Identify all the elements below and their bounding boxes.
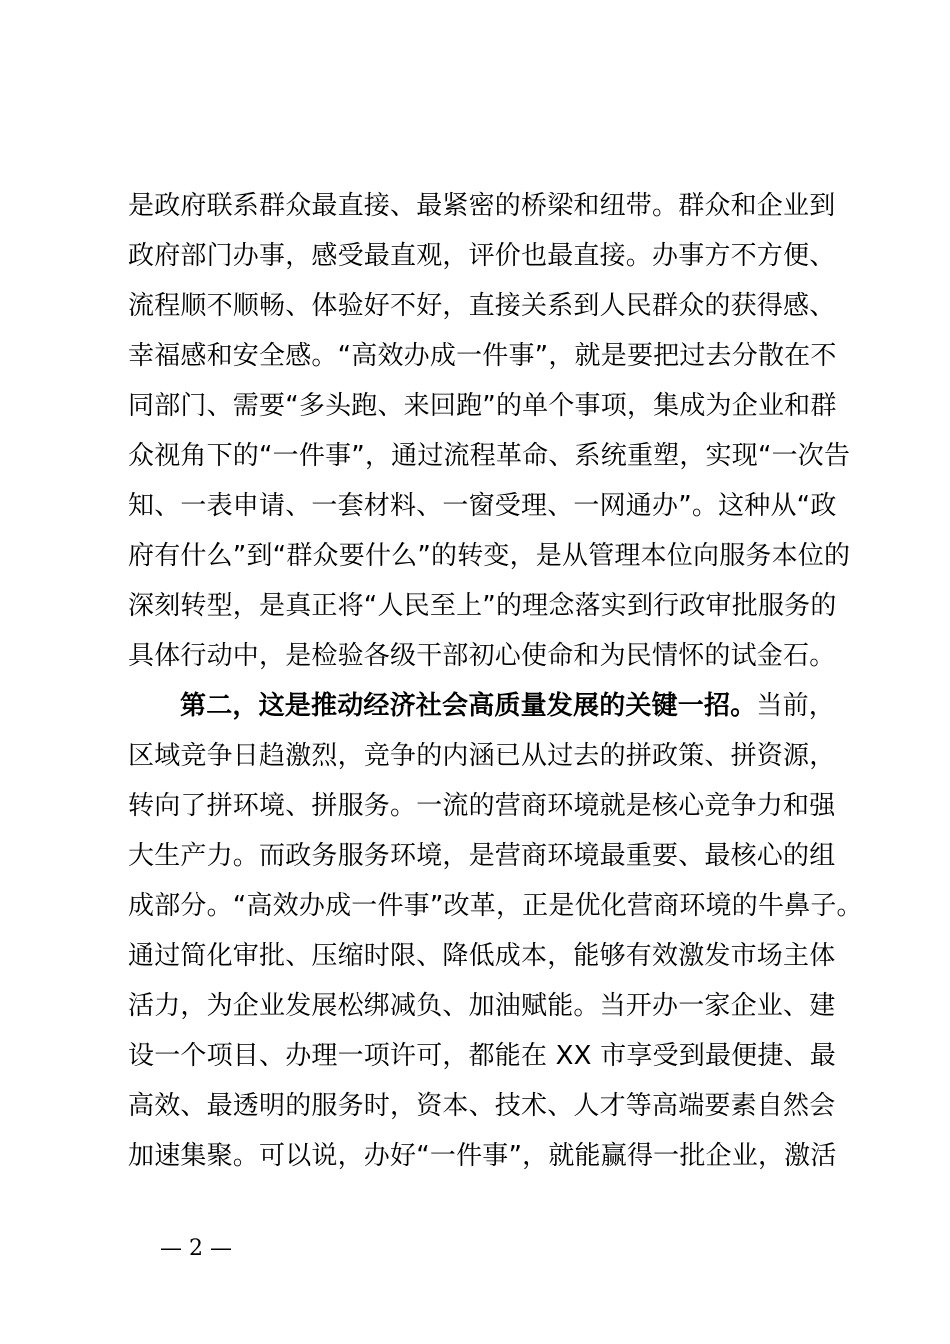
document-body (128, 186, 863, 1186)
text-line: 转向了拼环境、拼服务。一流的营商环境就是核心竞争力和强 (128, 791, 836, 821)
text-line: 深刻转型，是真正将“人民至上”的理念落实到行政审批服务的 (128, 591, 837, 621)
paragraph-2 (128, 686, 863, 1186)
text-line: 众视角下的“一件事”，通过流程革命、系统重塑，实现“一次告 (128, 441, 851, 471)
text-line: 是政府联系群众最直接、最紧密的桥梁和纽带。群众和企业到 (128, 191, 836, 221)
text-line: 政府部门办事，感受最直观，评价也最直接。办事方不方便、 (128, 241, 836, 271)
text-line: 具体行动中，是检验各级干部初心使命和为民情怀的试金石。 (128, 641, 836, 671)
text-line (128, 686, 858, 736)
text-line: 知、一表申请、一套材料、一窗受理、一网通办”。这种从“政 (128, 491, 837, 521)
page-number: — 2 — (160, 1236, 232, 1261)
text-line: 成部分。“高效办成一件事”改革，正是优化营商环境的牛鼻子。 (128, 891, 863, 921)
text-line: 设一个项目、办理一项许可，都能在 XX 市享受到最便捷、最 (128, 1041, 836, 1071)
text-run: 当前， (756, 691, 836, 721)
text-line: 同部门、需要“多头跑、来回跑”的单个事项，集成为企业和群 (128, 391, 837, 421)
text-line: 大生产力。而政务服务环境，是营商环境最重要、最核心的组 (128, 841, 836, 871)
text-line: 加速集聚。可以说，办好“一件事”，就能赢得一批企业，激活 (128, 1141, 837, 1171)
paragraph-heading: 第二，这是推动经济社会高质量发展的关键一招。 (180, 691, 757, 721)
text-line: 通过简化审批、压缩时限、降低成本，能够有效激发市场主体 (128, 941, 836, 971)
text-line: 高效、最透明的服务时，资本、技术、人才等高端要素自然会 (128, 1091, 836, 1121)
text-line: 流程顺不顺畅、体验好不好，直接关系到人民群众的获得感、 (128, 291, 836, 321)
paragraph-1 (128, 186, 858, 686)
text-line: 区域竞争日趋激烈，竞争的内涵已从过去的拼政策、拼资源， (128, 741, 836, 771)
text-line: 活力，为企业发展松绑减负、加油赋能。当开办一家企业、建 (128, 991, 836, 1021)
text-line: 幸福感和安全感。“高效办成一件事”，就是要把过去分散在不 (128, 341, 837, 371)
text-line: 府有什么”到“群众要什么”的转变，是从管理本位向服务本位的 (128, 541, 851, 571)
